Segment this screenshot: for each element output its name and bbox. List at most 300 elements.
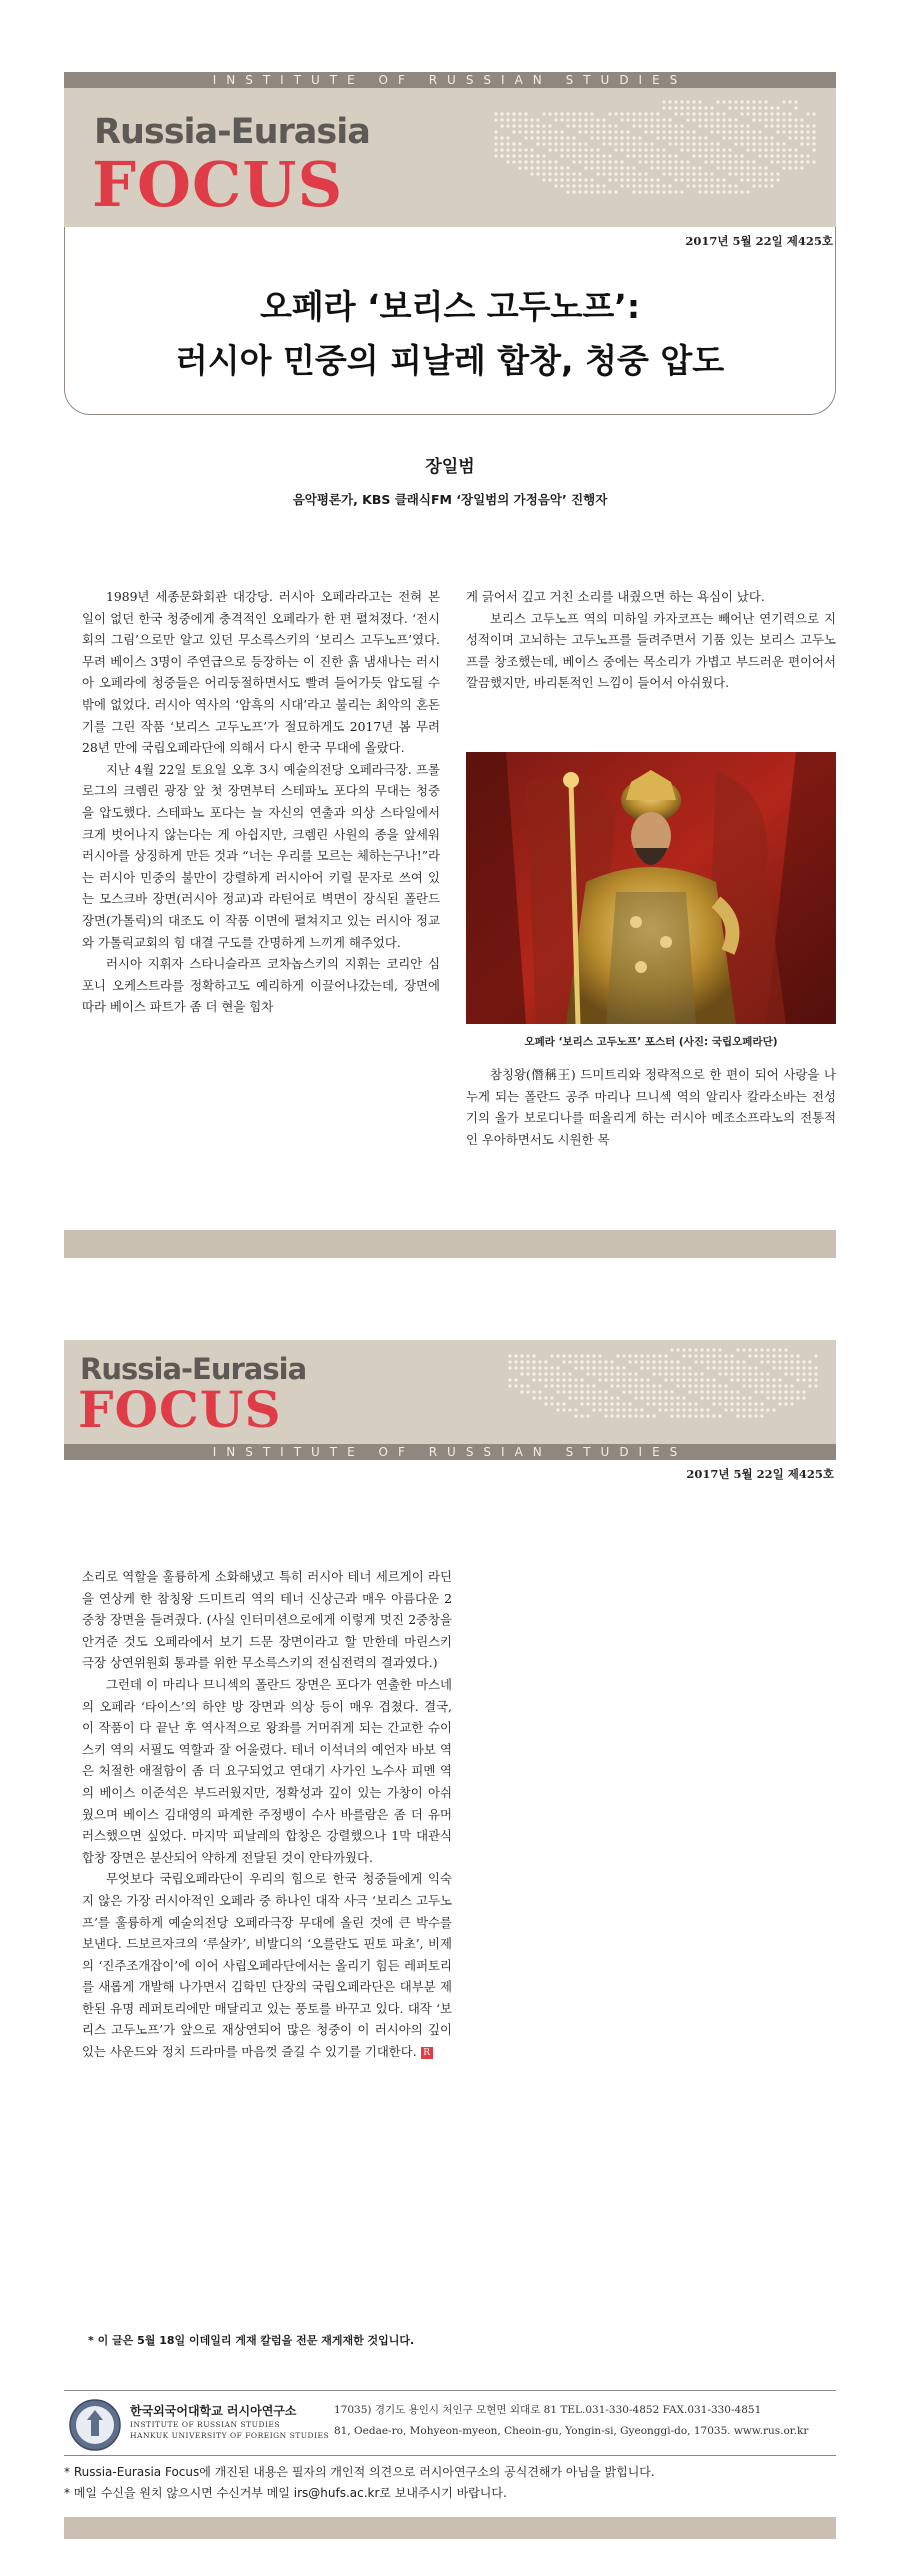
map-dot	[680, 160, 683, 163]
map-dot	[728, 100, 731, 103]
map-dot	[704, 106, 707, 109]
map-dot	[794, 106, 797, 109]
map-dot	[790, 1390, 793, 1393]
institute-name-english-2: HANKUK UNIVERSITY OF FOREIGN STUDIES	[130, 2431, 330, 2440]
map-dot	[740, 136, 743, 139]
map-dot	[716, 160, 719, 163]
map-dot	[746, 100, 749, 103]
map-dot	[730, 1402, 733, 1405]
map-dot	[734, 100, 737, 103]
map-dot	[650, 130, 653, 133]
map-dot	[536, 166, 539, 169]
map-dot	[640, 1390, 643, 1393]
paragraph: 참칭왕(僭稱王) 드미트리와 정략적으로 한 편이 되어 사랑을 나누게 되는 폴란드 공주 마리나 므니섹 역의 알리사 칼라소바는 전성기의 올가 보로디나를 떠올리게 하는 러시아 메조소프라노의 전통적인 우아하면서도 시원한 목	[466, 1067, 836, 1147]
map-dot	[724, 1408, 727, 1411]
map-dot	[752, 172, 755, 175]
map-dot	[722, 178, 725, 181]
map-dot	[812, 136, 815, 139]
map-dot	[698, 100, 701, 103]
map-dot	[772, 1408, 775, 1411]
map-dot	[548, 124, 551, 127]
map-dot	[560, 178, 563, 181]
map-dot	[776, 106, 779, 109]
map-dot	[740, 142, 743, 145]
map-dot	[686, 100, 689, 103]
map-dot	[590, 178, 593, 181]
map-dot	[808, 1372, 811, 1375]
map-dot	[530, 166, 533, 169]
map-dot	[752, 118, 755, 121]
map-dot	[554, 184, 557, 187]
map-dot	[668, 160, 671, 163]
map-dot	[592, 1354, 595, 1357]
map-dot	[592, 1360, 595, 1363]
map-dot	[698, 118, 701, 121]
map-dot	[632, 178, 635, 181]
map-dot	[626, 166, 629, 169]
map-dot	[680, 166, 683, 169]
map-dot	[538, 1390, 541, 1393]
map-dot	[692, 184, 695, 187]
map-dot	[710, 184, 713, 187]
map-dot	[740, 124, 743, 127]
map-dot	[568, 1390, 571, 1393]
map-dot	[760, 1384, 763, 1387]
map-dot	[610, 1408, 613, 1411]
map-dot	[770, 106, 773, 109]
map-dot	[608, 136, 611, 139]
map-dot	[640, 1354, 643, 1357]
map-dot	[716, 190, 719, 193]
map-dot	[718, 1396, 721, 1399]
map-dot	[608, 172, 611, 175]
map-dot	[634, 1408, 637, 1411]
map-dot	[670, 1390, 673, 1393]
map-dot	[572, 154, 575, 157]
map-dot	[722, 118, 725, 121]
map-dot	[712, 1354, 715, 1357]
map-dot	[524, 166, 527, 169]
map-dot	[556, 1390, 559, 1393]
map-dot	[586, 1366, 589, 1369]
map-dot	[716, 184, 719, 187]
map-dot	[554, 112, 557, 115]
map-dot	[662, 154, 665, 157]
map-dot	[764, 172, 767, 175]
map-dot	[716, 166, 719, 169]
map-dot	[704, 112, 707, 115]
map-dot	[578, 160, 581, 163]
map-dot	[680, 136, 683, 139]
map-dot	[634, 1378, 637, 1381]
map-dot	[622, 1408, 625, 1411]
map-dot	[800, 118, 803, 121]
map-dot	[674, 178, 677, 181]
map-dot	[518, 166, 521, 169]
map-dot	[808, 1378, 811, 1381]
map-dot	[494, 118, 497, 121]
map-dot	[608, 166, 611, 169]
map-dot	[790, 1360, 793, 1363]
map-dot	[514, 1384, 517, 1387]
map-dot	[746, 124, 749, 127]
map-dot	[754, 1402, 757, 1405]
map-dot	[632, 142, 635, 145]
map-dot	[580, 1360, 583, 1363]
map-dot	[682, 1408, 685, 1411]
map-dot	[770, 154, 773, 157]
map-dot	[758, 166, 761, 169]
map-dot	[694, 1414, 697, 1417]
poster-illustration	[466, 752, 836, 1024]
map-dot	[686, 106, 689, 109]
map-dot	[808, 1366, 811, 1369]
map-dot	[680, 112, 683, 115]
map-dot	[796, 1354, 799, 1357]
map-dot	[794, 118, 797, 121]
map-dot	[572, 142, 575, 145]
map-dot	[764, 106, 767, 109]
map-dot	[758, 118, 761, 121]
map-dot	[656, 136, 659, 139]
map-dot	[712, 1360, 715, 1363]
map-dot	[638, 148, 641, 151]
map-dot	[734, 118, 737, 121]
map-dot	[500, 112, 503, 115]
map-dot	[682, 1402, 685, 1405]
map-dot	[812, 142, 815, 145]
map-dot	[560, 112, 563, 115]
map-dot	[574, 1390, 577, 1393]
map-dot	[692, 166, 695, 169]
map-dot	[788, 160, 791, 163]
map-dot	[758, 148, 761, 151]
map-dot	[770, 148, 773, 151]
world-map-graphic	[464, 1340, 836, 1444]
map-dot	[764, 136, 767, 139]
map-dot	[574, 1408, 577, 1411]
map-dot	[778, 1396, 781, 1399]
map-dot	[722, 190, 725, 193]
map-dot	[604, 1402, 607, 1405]
map-dot	[662, 184, 665, 187]
map-dot	[578, 112, 581, 115]
map-dot	[788, 148, 791, 151]
map-dot	[692, 142, 695, 145]
map-dot	[566, 118, 569, 121]
map-dot	[692, 130, 695, 133]
map-dot	[566, 112, 569, 115]
map-dot	[698, 190, 701, 193]
map-dot	[788, 112, 791, 115]
map-dot	[524, 154, 527, 157]
map-dot	[808, 1384, 811, 1387]
map-dot	[752, 106, 755, 109]
map-dot	[730, 1360, 733, 1363]
map-dot	[566, 136, 569, 139]
map-dot	[716, 154, 719, 157]
map-dot	[704, 184, 707, 187]
map-dot	[676, 1360, 679, 1363]
map-dot	[536, 118, 539, 121]
map-dot	[622, 1378, 625, 1381]
map-dot	[778, 1402, 781, 1405]
map-dot	[712, 1348, 715, 1351]
map-dot	[674, 166, 677, 169]
map-dot	[770, 136, 773, 139]
map-dot	[556, 1378, 559, 1381]
map-dot	[508, 1354, 511, 1357]
map-dot	[700, 1390, 703, 1393]
map-dot	[580, 1354, 583, 1357]
map-dot	[578, 118, 581, 121]
map-dot	[638, 190, 641, 193]
map-dot	[664, 1354, 667, 1357]
map-dot	[742, 1360, 745, 1363]
map-dot	[556, 1408, 559, 1411]
map-dot	[602, 166, 605, 169]
map-dot	[800, 130, 803, 133]
map-dot	[644, 172, 647, 175]
map-dot	[646, 1360, 649, 1363]
map-dot	[754, 1348, 757, 1351]
page-footer-bar	[64, 2517, 836, 2539]
map-dot	[580, 1366, 583, 1369]
map-dot	[706, 1348, 709, 1351]
map-dot	[530, 136, 533, 139]
map-dot	[526, 1384, 529, 1387]
map-dot	[646, 1414, 649, 1417]
map-dot	[580, 1390, 583, 1393]
masthead-title-line1: Russia-Eurasia	[94, 112, 370, 152]
map-dot	[652, 1354, 655, 1357]
map-dot	[598, 1402, 601, 1405]
map-dot	[590, 184, 593, 187]
map-dot	[668, 106, 671, 109]
map-dot	[584, 184, 587, 187]
map-dot	[710, 106, 713, 109]
map-dot	[584, 130, 587, 133]
institute-name-korean: 한국외국어대학교 러시아연구소	[130, 2404, 297, 2418]
map-dot	[722, 166, 725, 169]
masthead-small	[64, 1340, 836, 1460]
map-dot	[694, 1372, 697, 1375]
map-dot	[556, 1354, 559, 1357]
map-dot	[646, 1390, 649, 1393]
map-dot	[710, 124, 713, 127]
map-dot	[728, 184, 731, 187]
map-dot	[664, 1372, 667, 1375]
map-dot	[728, 160, 731, 163]
map-dot	[704, 142, 707, 145]
map-dot	[634, 1360, 637, 1363]
map-dot	[632, 190, 635, 193]
map-dot	[590, 154, 593, 157]
map-dot	[662, 136, 665, 139]
map-dot	[662, 118, 665, 121]
map-dot	[656, 178, 659, 181]
map-dot	[724, 1366, 727, 1369]
map-dot	[634, 1372, 637, 1375]
map-dot	[506, 142, 509, 145]
map-dot	[524, 136, 527, 139]
map-dot	[662, 160, 665, 163]
map-dot	[808, 1360, 811, 1363]
paragraph-text: 무엇보다 국립오페라단이 우리의 힘으로 한국 청중들에게 익숙지 않은 가장 러시아적인 오페라 중 하나인 대작 사극 ‘보리스 고두노프’를 훌륭하게 예술의전당 오페라극장 무대에 올린 것에 큰 박수를 보낸다. 드보르자크의 ‘루살카’, 비발디의 ‘오를란도 핀토 파초’, 비제의 ‘진주조개잡이’에 이어 사립오페라단에서는 올리기 힘든 레퍼토리를 새롭게 개발해 나가면서 김학민 단장의 국립오페라단은 대부분 제한된 유명 레퍼토리에만 매달리고 있는 풍토를 바꾸고 있다. 대작 ‘보리스 고두노프’가 앞으로 재상연되어 많은 청중이 이 러시아의 깊이 있는 사운드와 정치 드라마를 마음껏 즐길 수 있기를 기대한다.	[82, 1871, 452, 2060]
map-dot	[674, 100, 677, 103]
map-dot	[602, 124, 605, 127]
map-dot	[494, 130, 497, 133]
map-dot	[628, 1402, 631, 1405]
map-dot	[742, 1408, 745, 1411]
map-dot	[758, 100, 761, 103]
map-dot	[692, 154, 695, 157]
figure-caption: 오페라 ‘보리스 고두노프’ 포스터 (사진: 국립오페라단)	[524, 1036, 778, 1048]
map-dot	[574, 1378, 577, 1381]
map-dot	[632, 172, 635, 175]
map-dot	[602, 184, 605, 187]
map-dot	[728, 118, 731, 121]
map-dot	[682, 1414, 685, 1417]
map-dot	[704, 160, 707, 163]
map-dot	[554, 160, 557, 163]
map-dot	[728, 154, 731, 157]
map-dot	[586, 1360, 589, 1363]
map-dot	[656, 160, 659, 163]
map-dot	[706, 1408, 709, 1411]
author-role: 음악평론가, KBS 클래식FM ‘장일범의 가정음악’ 진행자	[292, 492, 608, 507]
map-dot	[536, 172, 539, 175]
map-dot	[550, 1366, 553, 1369]
map-dot	[748, 1396, 751, 1399]
article-column-left	[82, 586, 440, 1018]
map-dot	[520, 1390, 523, 1393]
map-dot	[760, 1408, 763, 1411]
map-dot	[706, 1414, 709, 1417]
map-dot	[700, 1408, 703, 1411]
map-dot	[700, 1384, 703, 1387]
map-dot	[506, 118, 509, 121]
map-dot	[812, 130, 815, 133]
map-dot	[512, 118, 515, 121]
map-dot	[652, 1414, 655, 1417]
map-dot	[784, 1396, 787, 1399]
map-dot	[548, 160, 551, 163]
map-dot	[694, 1384, 697, 1387]
map-dot	[590, 190, 593, 193]
map-dot	[760, 1402, 763, 1405]
map-dot	[770, 184, 773, 187]
map-dot	[626, 136, 629, 139]
map-dot	[778, 1348, 781, 1351]
map-dot	[664, 1402, 667, 1405]
map-dot	[562, 1384, 565, 1387]
map-dot	[640, 1396, 643, 1399]
map-dot	[550, 1354, 553, 1357]
map-dot	[728, 190, 731, 193]
map-dot	[536, 136, 539, 139]
map-dot	[566, 148, 569, 151]
map-dot	[626, 148, 629, 151]
map-dot	[640, 1408, 643, 1411]
map-dot	[752, 148, 755, 151]
map-dot	[676, 1408, 679, 1411]
map-dot	[584, 154, 587, 157]
map-dot	[694, 1348, 697, 1351]
map-dot	[658, 1354, 661, 1357]
map-dot	[650, 154, 653, 157]
map-dot	[760, 1360, 763, 1363]
map-dot	[584, 112, 587, 115]
map-dot	[590, 148, 593, 151]
map-dot	[494, 148, 497, 151]
map-dot	[722, 130, 725, 133]
map-dot	[682, 1354, 685, 1357]
map-dot	[712, 1366, 715, 1369]
map-dot	[772, 1354, 775, 1357]
map-dot	[764, 166, 767, 169]
map-dot	[674, 172, 677, 175]
map-dot	[532, 1366, 535, 1369]
map-dot	[532, 1372, 535, 1375]
map-dot	[604, 1378, 607, 1381]
map-dot	[602, 154, 605, 157]
map-dot	[596, 124, 599, 127]
map-dot	[668, 190, 671, 193]
map-dot	[754, 1354, 757, 1357]
map-dot	[590, 160, 593, 163]
map-dot	[760, 1354, 763, 1357]
map-dot	[722, 160, 725, 163]
map-dot	[640, 1384, 643, 1387]
map-dot	[520, 1366, 523, 1369]
map-dot	[662, 100, 665, 103]
map-dot	[658, 1408, 661, 1411]
map-dot	[706, 1396, 709, 1399]
map-dot	[766, 1384, 769, 1387]
institute-address-english: 81, Oedae-ro, Mohyeon-myeon, Cheoin-gu, Yongin-si, Gyeonggi-do, 17035. www.rus.or.kr	[334, 2425, 809, 2437]
map-dot	[752, 136, 755, 139]
map-dot	[746, 106, 749, 109]
end-mark-icon: R	[421, 2047, 433, 2059]
map-dot	[626, 142, 629, 145]
map-dot	[734, 106, 737, 109]
map-dot	[610, 1360, 613, 1363]
map-dot	[686, 130, 689, 133]
map-dot	[766, 1354, 769, 1357]
map-dot	[592, 1402, 595, 1405]
map-dot	[538, 1366, 541, 1369]
map-dot	[596, 148, 599, 151]
map-dot	[658, 1366, 661, 1369]
map-dot	[688, 1366, 691, 1369]
map-dot	[680, 172, 683, 175]
map-dot	[686, 160, 689, 163]
map-dot	[554, 178, 557, 181]
map-dot	[544, 1378, 547, 1381]
footer-rule	[64, 2390, 836, 2391]
map-dot	[686, 112, 689, 115]
map-dot	[716, 124, 719, 127]
map-dot	[754, 1414, 757, 1417]
map-dot	[566, 142, 569, 145]
map-dot	[784, 1354, 787, 1357]
map-dot	[554, 166, 557, 169]
map-dot	[766, 1360, 769, 1363]
map-dot	[518, 154, 521, 157]
map-dot	[712, 1396, 715, 1399]
map-dot	[806, 154, 809, 157]
